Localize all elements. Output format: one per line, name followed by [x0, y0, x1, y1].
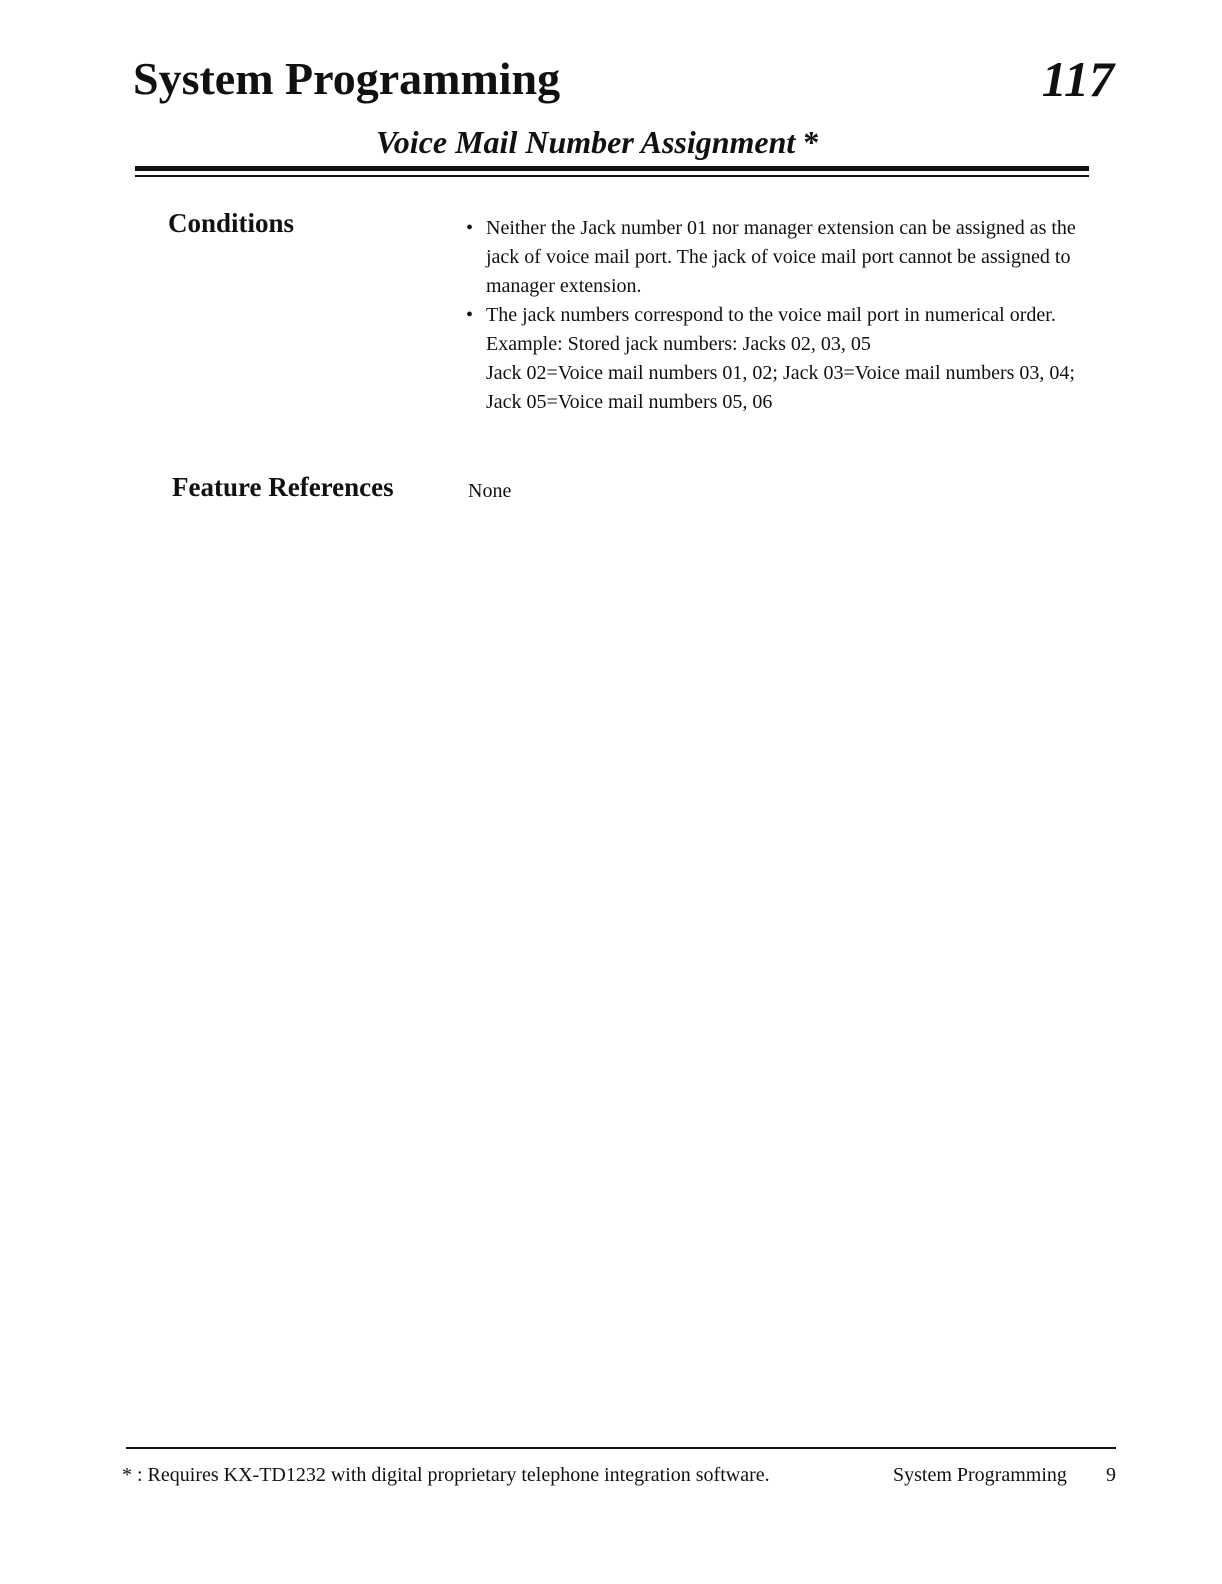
header-rule-thin [135, 175, 1089, 177]
header-rule-thick [135, 166, 1089, 171]
chapter-title: System Programming [133, 53, 561, 104]
condition-bullet-text: Neither the Jack number 01 nor manager extension can be assigned as the jack of voice mail port. The jack of voice mail port cannot be assigned to manager extension. [486, 217, 1076, 297]
bullet-icon: • [466, 217, 474, 239]
feature-references-value: None [468, 480, 512, 502]
footer-section-name: System Programming [893, 1464, 1067, 1486]
conditions-label: Conditions [168, 208, 295, 238]
section-asterisk-marker: * [803, 124, 820, 160]
feature-references-label: Feature References [172, 472, 394, 502]
section-title [376, 124, 819, 161]
condition-bullet-text: The jack numbers correspond to the voice mail port in numerical order. [486, 304, 1056, 326]
example-line: Example: Stored jack numbers: Jacks 02, 03, 05 [486, 333, 871, 355]
conditions-body [466, 214, 1106, 417]
example-line: Jack 02=Voice mail numbers 01, 02; Jack 03=Voice mail numbers 03, 04; Jack 05=Voice mail numbers 05, 06 [486, 362, 1075, 413]
bullet-icon: • [466, 304, 474, 326]
page-number: 117 [1041, 51, 1114, 107]
footer-page-number: 9 [1106, 1464, 1116, 1486]
footer-rule [126, 1447, 1116, 1449]
condition-bullet [466, 214, 1106, 301]
footer-note: * : Requires KX-TD1232 with digital proprietary telephone integration software. [122, 1464, 770, 1486]
condition-bullet [466, 301, 1106, 330]
section-title-text: Voice Mail Number Assignment [376, 124, 796, 160]
